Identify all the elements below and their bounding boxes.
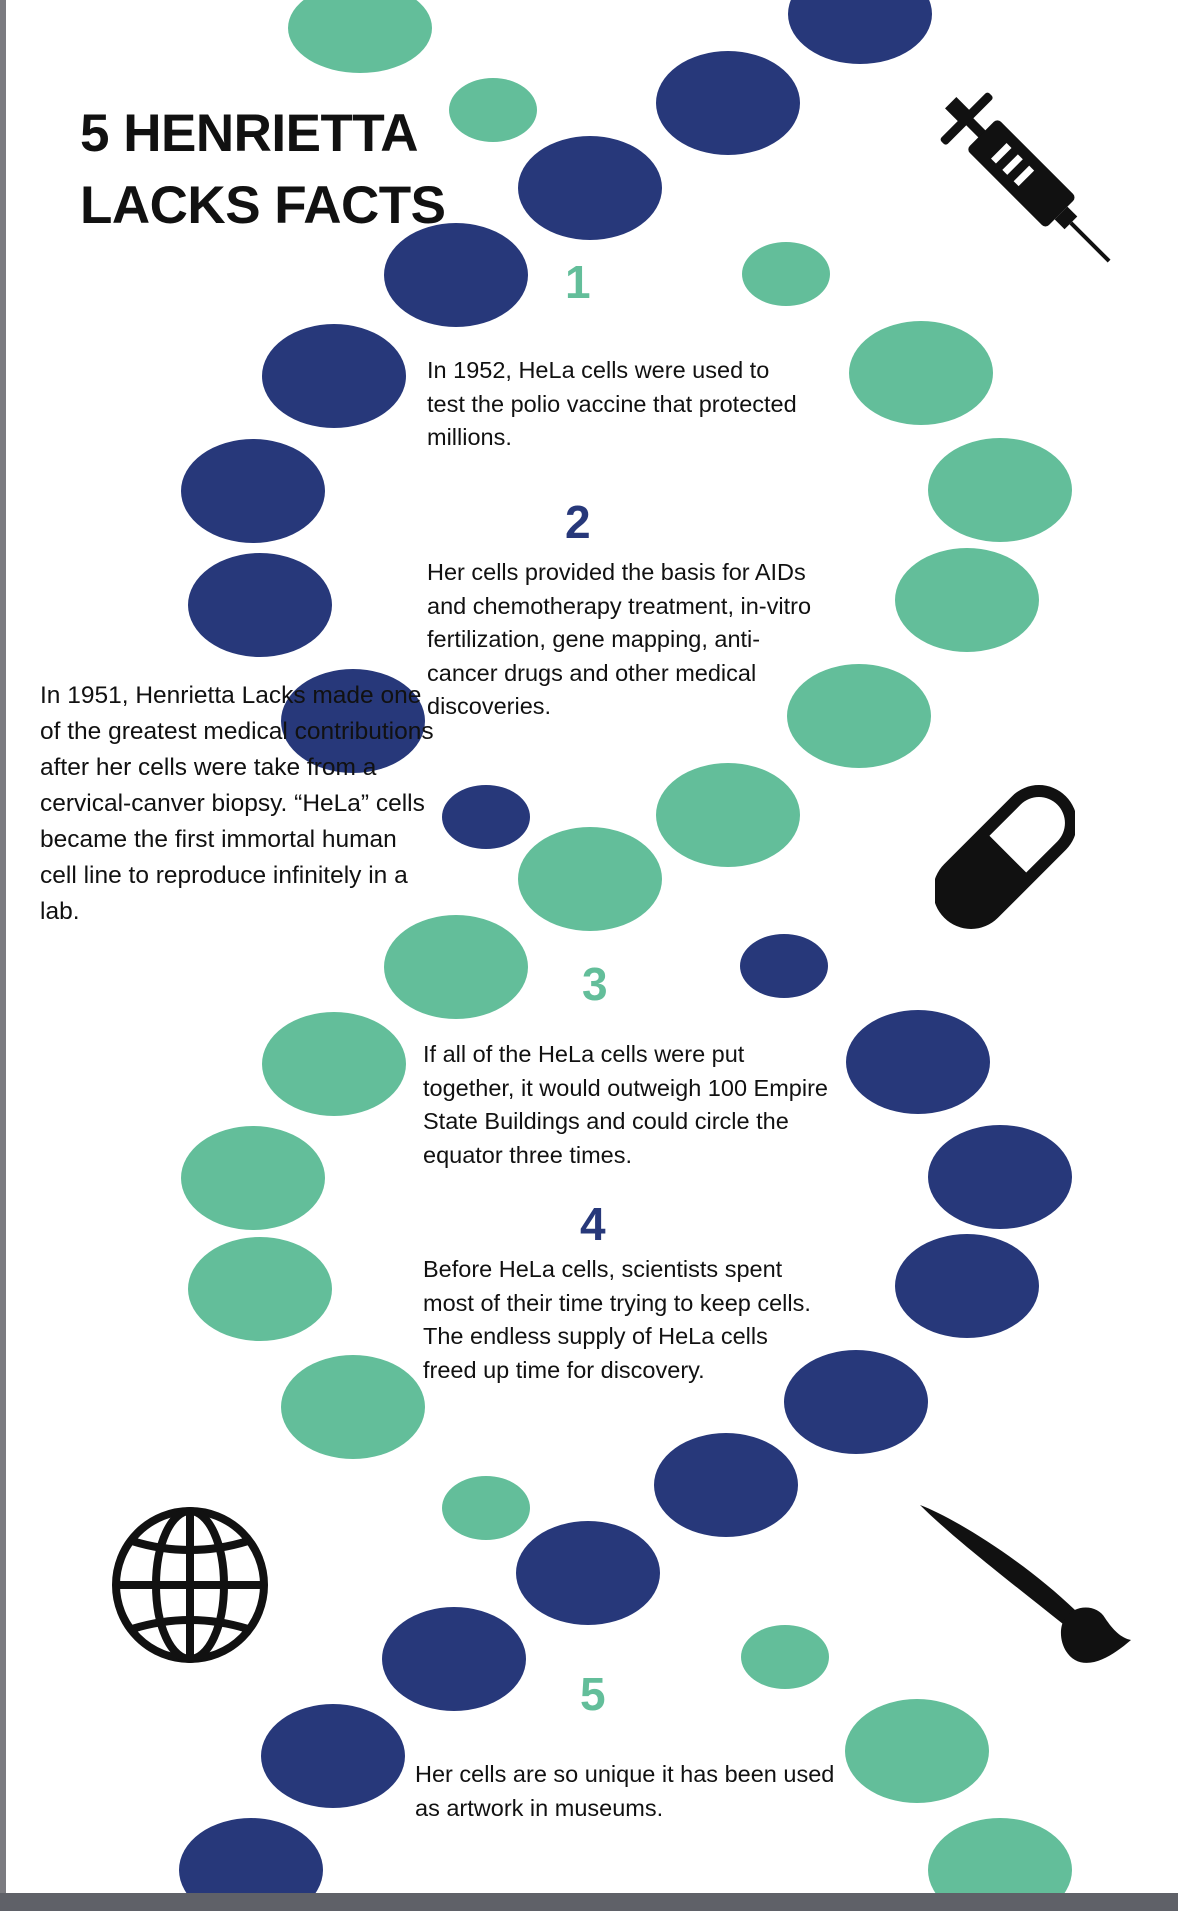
fact-2-number: 2: [565, 496, 591, 548]
fact-3-number: 3: [582, 958, 608, 1010]
helix-dot-green: [849, 321, 993, 425]
globe-icon: [110, 1505, 270, 1665]
helix-dot-green: [281, 1355, 425, 1459]
helix-dot-green: [181, 1126, 325, 1230]
fact-1-number: 1: [565, 256, 591, 308]
helix-dot-navy: [261, 1704, 405, 1808]
fact-4-number: 4: [580, 1198, 606, 1250]
fact-5-text: Her cells are so unique it has been used as artwork in museums.: [415, 1761, 835, 1821]
helix-dot-green: [384, 915, 528, 1019]
helix-dot-green: [928, 1818, 1072, 1893]
helix-dot-green: [288, 0, 432, 73]
bottom-edge: [0, 1893, 1178, 1911]
helix-dot-green: [742, 242, 830, 306]
helix-dot-navy: [740, 934, 828, 998]
page-title: [80, 98, 446, 242]
helix-dot-navy: [656, 51, 800, 155]
helix-dot-navy: [788, 0, 932, 64]
capsule-icon: [935, 785, 1075, 930]
syringe-icon: [925, 75, 1115, 270]
fact-2-text: Her cells provided the basis for AIDs and chemotherapy treatment, in-vitro fertilization, gene mapping, anti-cancer drugs and other medical discoveries.: [427, 559, 812, 719]
paintbrush-icon: [915, 1500, 1135, 1675]
helix-dot-green: [845, 1699, 989, 1803]
helix-dot-green: [928, 438, 1072, 542]
helix-dot-navy: [928, 1125, 1072, 1229]
helix-dot-green: [449, 78, 537, 142]
helix-dot-navy: [518, 136, 662, 240]
intro-paragraph: In 1951, Henrietta Lacks made one of the greatest medical contributions after her cells were take from a cervical-canver biopsy. “HeLa” cells became the first immortal human cell line to reproduce infinitely in a lab.: [40, 682, 434, 925]
helix-dot-navy: [262, 324, 406, 428]
fact-1-text: In 1952, HeLa cells were used to test the polio vaccine that protected millions.: [427, 357, 797, 450]
helix-dot-green: [188, 1237, 332, 1341]
helix-dot-green: [656, 763, 800, 867]
helix-dot-green: [741, 1625, 829, 1689]
helix-dot-green: [442, 1476, 530, 1540]
helix-dot-green: [518, 827, 662, 931]
helix-dot-navy: [654, 1433, 798, 1537]
title-line-2: LACKS FACTS: [80, 176, 446, 235]
helix-dot-navy: [516, 1521, 660, 1625]
helix-dot-navy: [382, 1607, 526, 1711]
title-line-1: 5 HENRIETTA: [80, 104, 419, 163]
helix-dot-navy: [895, 1234, 1039, 1338]
fact-5-number: 5: [580, 1668, 606, 1720]
helix-dot-navy: [179, 1818, 323, 1893]
helix-dot-navy: [846, 1010, 990, 1114]
helix-dot-green: [262, 1012, 406, 1116]
fact-4-text: Before HeLa cells, scientists spent most of their time trying to keep cells. The endless supply of HeLa cells freed up time for discovery.: [423, 1256, 811, 1383]
fact-3-text: If all of the HeLa cells were put together, it would outweigh 100 Empire State Buildings and could circle the equator three times.: [423, 1041, 828, 1168]
helix-dot-navy: [181, 439, 325, 543]
helix-dot-navy: [188, 553, 332, 657]
helix-dot-navy: [442, 785, 530, 849]
helix-dot-green: [895, 548, 1039, 652]
